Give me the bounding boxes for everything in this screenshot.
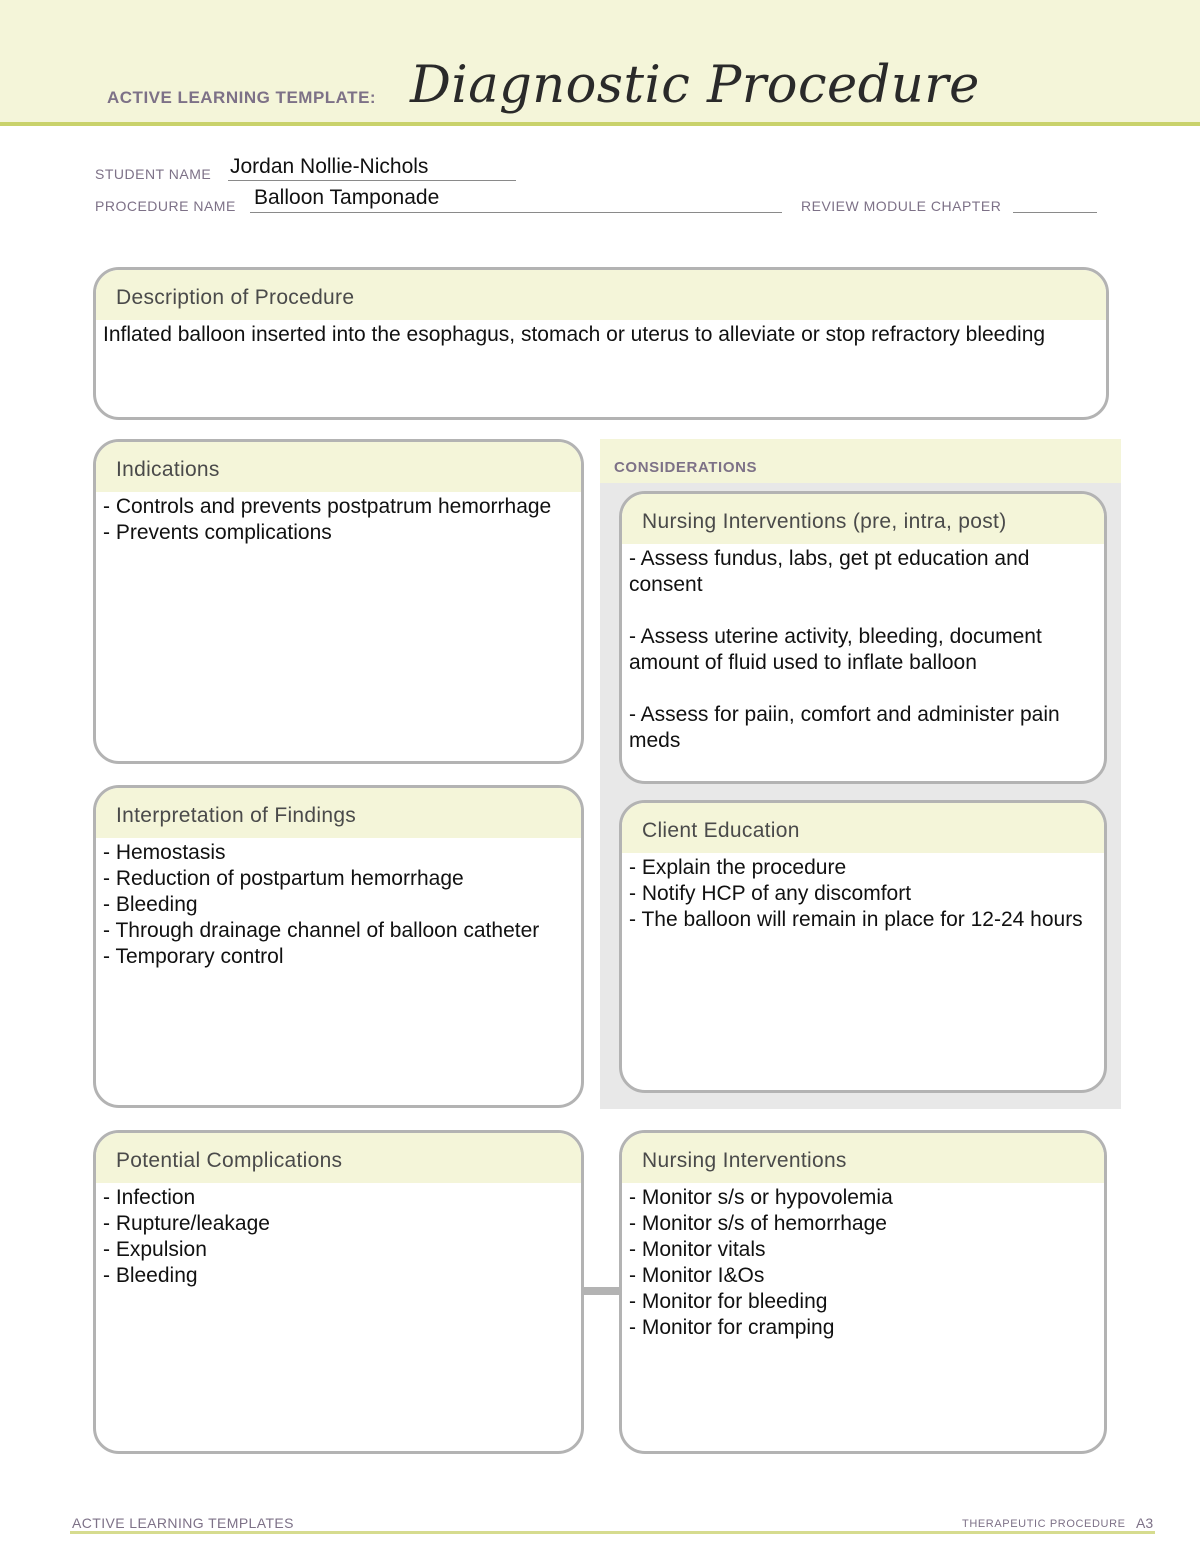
- nursing-interventions-pip-heading: Nursing Interventions (pre, intra, post): [622, 494, 1104, 544]
- procedure-name-field[interactable]: Balloon Tamponade: [254, 186, 440, 209]
- review-module-label: REVIEW MODULE CHAPTER: [801, 198, 1002, 214]
- nursing-interventions-list[interactable]: [622, 1183, 1104, 1341]
- list-item: - Through drainage channel of balloon catheter: [103, 919, 540, 942]
- header-rule: [0, 122, 1200, 126]
- list-item: - Bleeding: [103, 1264, 198, 1287]
- description-text[interactable]: Inflated balloon inserted into the esophagus, stomach or uterus to alleviate or stop refractory bleeding: [103, 323, 1046, 346]
- list-item: - Rupture/leakage: [103, 1212, 270, 1235]
- list-item: - Monitor s/s of hemorrhage: [629, 1212, 887, 1235]
- indications-box: [93, 439, 584, 764]
- list-item: - Bleeding: [103, 893, 198, 916]
- list-item: - Reduction of postpartum hemorrhage: [103, 867, 464, 890]
- footer-left-label: ACTIVE LEARNING TEMPLATES: [72, 1515, 294, 1531]
- page-title: Diagnostic Procedure: [410, 56, 980, 115]
- nursing-interventions-pip-list[interactable]: [622, 544, 1104, 754]
- complications-box: [93, 1130, 584, 1454]
- client-education-box: [619, 800, 1107, 1093]
- client-education-list[interactable]: [622, 853, 1104, 933]
- box-connector: [582, 1287, 622, 1295]
- list-item: - Monitor for bleeding: [629, 1290, 828, 1313]
- list-item: - Monitor vitals: [629, 1238, 766, 1261]
- complications-heading: Potential Complications: [96, 1133, 581, 1183]
- list-item: - Prevents complications: [103, 521, 332, 544]
- nursing-interventions-box: [619, 1130, 1107, 1454]
- list-item: - Expulsion: [103, 1238, 207, 1261]
- considerations-label: CONSIDERATIONS: [614, 459, 758, 476]
- list-item: - Monitor s/s or hypovolemia: [629, 1186, 893, 1209]
- list-item: - Infection: [103, 1186, 196, 1209]
- list-item: - Assess for paiin, comfort and administer pain meds: [629, 703, 1060, 752]
- description-box: [93, 267, 1109, 420]
- interpretation-list[interactable]: [96, 838, 581, 970]
- review-module-field[interactable]: [1013, 212, 1097, 213]
- student-name-line: [228, 180, 516, 181]
- list-item: - Monitor for cramping: [629, 1316, 835, 1339]
- list-item: - Hemostasis: [103, 841, 226, 864]
- list-item: - Notify HCP of any discomfort: [629, 882, 912, 905]
- list-item: - Explain the procedure: [629, 856, 847, 879]
- list-item: - Assess uterine activity, bleeding, document amount of fluid used to inflate balloon: [629, 625, 1042, 674]
- interpretation-box: [93, 785, 584, 1108]
- student-name-field[interactable]: Jordan Nollie-Nichols: [230, 155, 429, 178]
- nursing-interventions-heading: Nursing Interventions: [622, 1133, 1104, 1183]
- indications-heading: Indications: [96, 442, 581, 492]
- footer-rule: [70, 1531, 1155, 1534]
- client-education-heading: Client Education: [622, 803, 1104, 853]
- description-heading: Description of Procedure: [96, 270, 1106, 320]
- footer-page-number: A3: [1136, 1515, 1154, 1531]
- procedure-name-label: PROCEDURE NAME: [95, 198, 236, 214]
- list-item: - The balloon will remain in place for 12-24 hours: [629, 908, 1083, 931]
- interpretation-heading: Interpretation of Findings: [96, 788, 581, 838]
- student-name-label: STUDENT NAME: [95, 166, 212, 182]
- list-item: - Assess fundus, labs, get pt education and consent: [629, 547, 1030, 596]
- list-item: - Monitor I&Os: [629, 1264, 765, 1287]
- template-label: ACTIVE LEARNING TEMPLATE:: [107, 88, 377, 107]
- nursing-interventions-pip-box: [619, 491, 1107, 784]
- list-item: - Temporary control: [103, 945, 284, 968]
- footer-right-label: THERAPEUTIC PROCEDURE: [962, 1518, 1126, 1530]
- indications-list[interactable]: [96, 492, 581, 546]
- list-item: - Controls and prevents postpatrum hemorrhage: [103, 495, 552, 518]
- complications-list[interactable]: [96, 1183, 581, 1289]
- procedure-name-line: [250, 212, 782, 213]
